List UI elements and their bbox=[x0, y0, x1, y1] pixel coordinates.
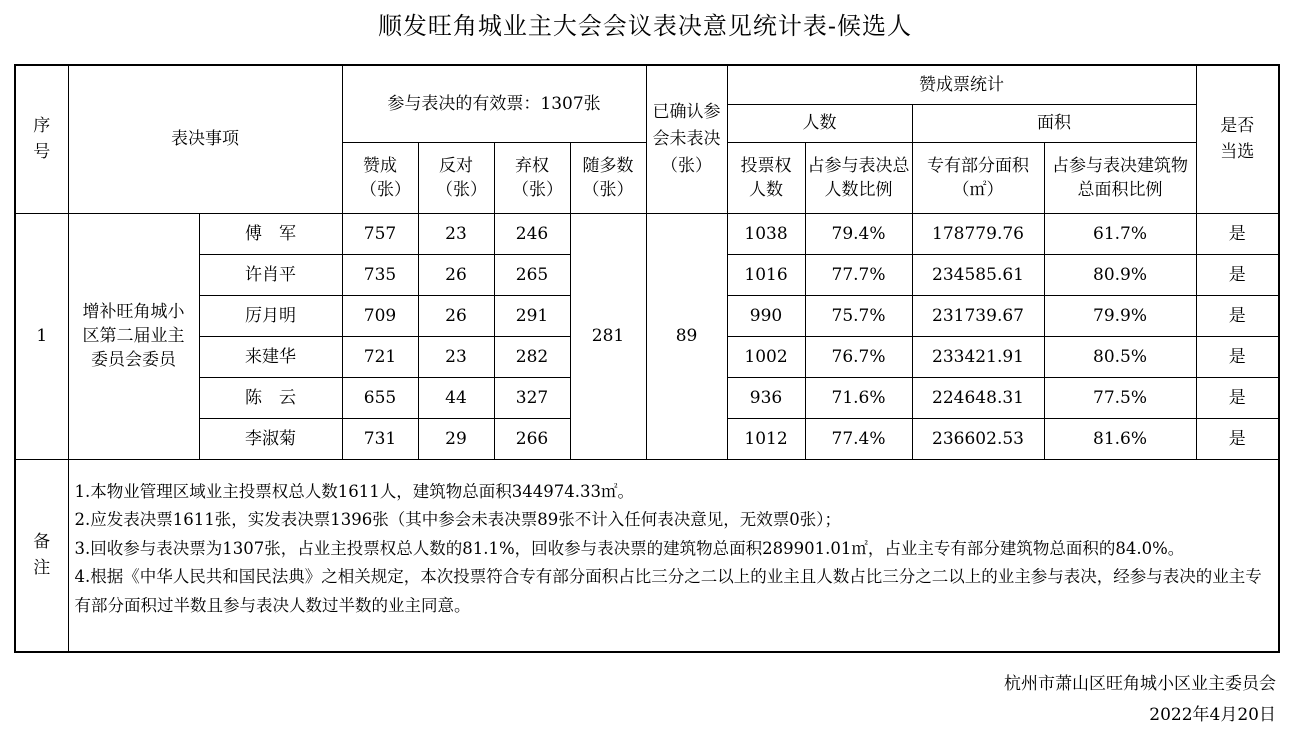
header-row-1 bbox=[15, 65, 1279, 104]
approve-count: 757 bbox=[342, 213, 418, 254]
header-approve: 赞成（张） bbox=[342, 142, 418, 213]
approve-count: 709 bbox=[342, 295, 418, 336]
pct-persons: 77.4% bbox=[805, 418, 912, 459]
voter-count: 1016 bbox=[727, 254, 805, 295]
exclusive-area: 234585.61 bbox=[912, 254, 1044, 295]
note-item: 3.回收参与表决票为1307张，占业主投票权总人数的81.1%，回收参与表决票的建筑物总面积289901.01㎡，占业主专有部分建筑物总面积的84.0%。 bbox=[74, 538, 1185, 558]
candidate-name: 来建华 bbox=[199, 336, 342, 377]
elected-status: 是 bbox=[1196, 295, 1279, 336]
notes-content bbox=[68, 459, 1279, 652]
candidate-name: 陈 云 bbox=[199, 377, 342, 418]
header-matter: 表决事项 bbox=[68, 65, 342, 213]
pct-area: 79.9% bbox=[1044, 295, 1196, 336]
header-pct-persons: 占参与表决总人数比例 bbox=[805, 142, 912, 213]
pct-persons: 75.7% bbox=[805, 295, 912, 336]
follow-majority-count: 281 bbox=[570, 213, 646, 459]
header-seq: 序号 bbox=[15, 65, 68, 213]
oppose-count: 26 bbox=[418, 295, 494, 336]
candidate-name: 厉月明 bbox=[199, 295, 342, 336]
matter-seq: 1 bbox=[15, 213, 68, 459]
pct-persons: 76.7% bbox=[805, 336, 912, 377]
voter-count: 936 bbox=[727, 377, 805, 418]
candidate-name: 许肖平 bbox=[199, 254, 342, 295]
exclusive-area: 231739.67 bbox=[912, 295, 1044, 336]
footer-organization: 杭州市萧山区旺角城小区业主委员会 bbox=[1004, 674, 1276, 694]
matter-name: 增补旺角城小区第二届业主委员会委员 bbox=[68, 213, 199, 459]
elected-status: 是 bbox=[1196, 336, 1279, 377]
elected-status: 是 bbox=[1196, 254, 1279, 295]
oppose-count: 44 bbox=[418, 377, 494, 418]
pct-persons: 71.6% bbox=[805, 377, 912, 418]
pct-persons: 77.7% bbox=[805, 254, 912, 295]
header-pct-area: 占参与表决建筑物总面积比例 bbox=[1044, 142, 1196, 213]
pct-area: 80.9% bbox=[1044, 254, 1196, 295]
note-item: 4.根据《中华人民共和国民法典》之相关规定，本次投票符合专有部分面积占比三分之二以上的业主且人数占比三分之二以上的业主参与表决，经参与表决的业主专有部分面积过半数且参与表决人数过半数的业主同意。 bbox=[74, 567, 1262, 615]
pct-persons: 79.4% bbox=[805, 213, 912, 254]
table-row bbox=[15, 213, 1279, 254]
header-follow-majority: 随多数（张） bbox=[570, 142, 646, 213]
header-voter-count: 投票权人数 bbox=[727, 142, 805, 213]
abstain-count: 265 bbox=[494, 254, 570, 295]
abstain-count: 291 bbox=[494, 295, 570, 336]
oppose-count: 23 bbox=[418, 336, 494, 377]
notes-row bbox=[15, 459, 1279, 652]
note-item: 2.应发表决票1611张，实发表决票1396张（其中参会未表决票89张不计入任何表决意见，无效票0张）； bbox=[74, 510, 841, 529]
header-confirmed-not-voted: 已确认参会未表决（张） bbox=[646, 65, 727, 213]
confirmed-not-voted-count: 89 bbox=[646, 213, 727, 459]
approve-count: 655 bbox=[342, 377, 418, 418]
elected-status: 是 bbox=[1196, 418, 1279, 459]
voter-count: 1002 bbox=[727, 336, 805, 377]
candidate-name: 傅 军 bbox=[199, 213, 342, 254]
header-abstain: 弃权（张） bbox=[494, 142, 570, 213]
voter-count: 1012 bbox=[727, 418, 805, 459]
header-approve-stats: 赞成票统计 bbox=[727, 65, 1196, 104]
note-item: 1.本物业管理区域业主投票权总人数1611人，建筑物总面积344974.33㎡。 bbox=[74, 481, 634, 501]
elected-status: 是 bbox=[1196, 213, 1279, 254]
exclusive-area: 178779.76 bbox=[912, 213, 1044, 254]
abstain-count: 246 bbox=[494, 213, 570, 254]
elected-status: 是 bbox=[1196, 377, 1279, 418]
header-valid-votes: 参与表决的有效票：1307张 bbox=[342, 65, 646, 142]
approve-count: 721 bbox=[342, 336, 418, 377]
notes-label: 备注 bbox=[15, 459, 68, 652]
header-area: 面积 bbox=[912, 104, 1196, 142]
exclusive-area: 224648.31 bbox=[912, 377, 1044, 418]
approve-count: 731 bbox=[342, 418, 418, 459]
abstain-count: 282 bbox=[494, 336, 570, 377]
page-title: 顺发旺角城业主大会会议表决意见统计表-候选人 bbox=[377, 12, 913, 40]
pct-area: 81.6% bbox=[1044, 418, 1196, 459]
oppose-count: 26 bbox=[418, 254, 494, 295]
abstain-count: 266 bbox=[494, 418, 570, 459]
exclusive-area: 236602.53 bbox=[912, 418, 1044, 459]
exclusive-area: 233421.91 bbox=[912, 336, 1044, 377]
voter-count: 1038 bbox=[727, 213, 805, 254]
header-elected: 是否当选 bbox=[1196, 65, 1279, 213]
abstain-count: 327 bbox=[494, 377, 570, 418]
pct-area: 61.7% bbox=[1044, 213, 1196, 254]
header-persons: 人数 bbox=[727, 104, 912, 142]
candidate-name: 李淑菊 bbox=[199, 418, 342, 459]
oppose-count: 23 bbox=[418, 213, 494, 254]
vote-statistics-table bbox=[14, 64, 1280, 653]
footer-date: 2022年4月20日 bbox=[1149, 705, 1276, 725]
header-exclusive-area: 专有部分面积（㎡） bbox=[912, 142, 1044, 213]
header-oppose: 反对（张） bbox=[418, 142, 494, 213]
pct-area: 80.5% bbox=[1044, 336, 1196, 377]
approve-count: 735 bbox=[342, 254, 418, 295]
voter-count: 990 bbox=[727, 295, 805, 336]
pct-area: 77.5% bbox=[1044, 377, 1196, 418]
oppose-count: 29 bbox=[418, 418, 494, 459]
